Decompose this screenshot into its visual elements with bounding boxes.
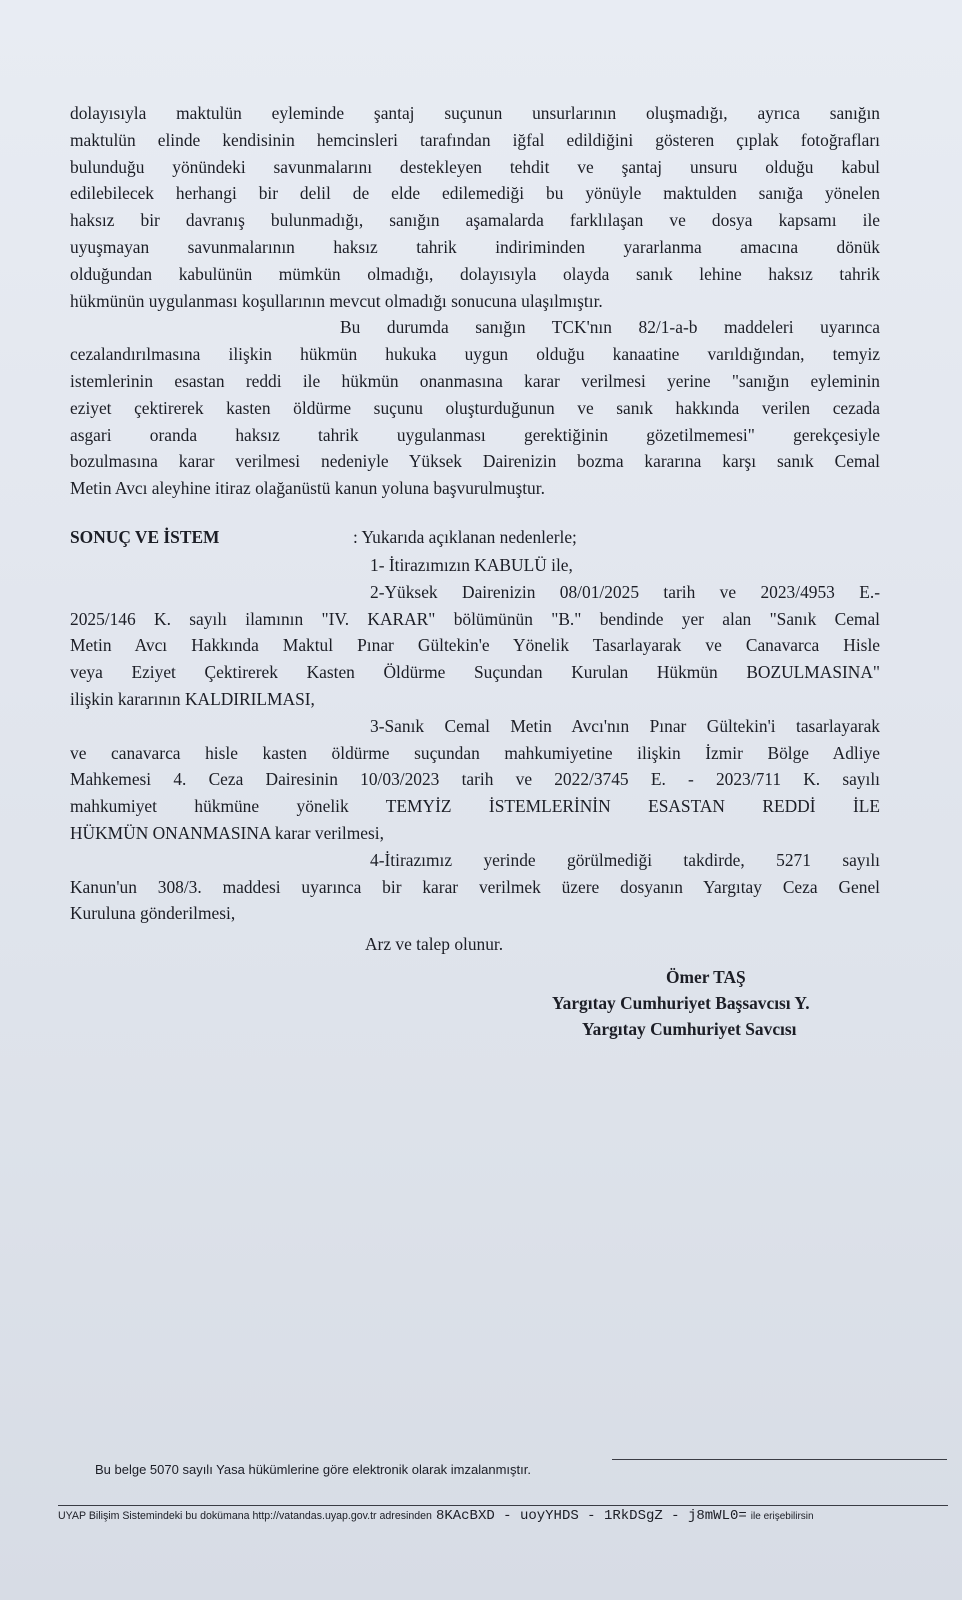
paragraph-conclusion [70, 314, 880, 502]
text-line: Metin Avcı aleyhine itiraz olağanüstü kanun yoluna başvurulmuştur. [70, 478, 545, 499]
uyap-prefix: UYAP Bilişim Sistemindeki bu dokümana http://vatandas.uyap.gov.tr adresinden [58, 1510, 432, 1522]
text-line: uyuşmayan savunmalarının haksız tahrik indiriminden yararlanma amacına dönük [70, 236, 880, 257]
text-line: olduğundan kabulünün mümkün olmadığı, dolayısıyla olayda sanık lehine haksız tahrik [70, 263, 880, 284]
text-line: bulunduğu yönündeki savunmalarını destekleyen tehdit ve şantaj unsuru olduğu kabul [70, 156, 880, 177]
result-item-4 [70, 847, 880, 927]
text-line: HÜKMÜN ONANMASINA karar verilmesi, [70, 822, 384, 843]
text-line: 3-Sanık Cemal Metin Avcı'nın Pınar Gültekin'i tasarlayarak [370, 715, 880, 736]
text-line: 1- İtirazımızın KABULÜ ile, [370, 554, 573, 575]
text-line: 2-Yüksek Dairenizin 08/01/2025 tarih ve 2023/4953 E.- [370, 581, 880, 602]
esign-note: Bu belge 5070 sayılı Yasa hükümlerine göre elektronik olarak imzalanmıştır. [95, 1462, 531, 1477]
text-line: ve canavarca hisle kasten öldürme suçundan mahkumiyetine ilişkin İzmir Bölge Adliye [70, 742, 880, 763]
result-item-2 [70, 579, 880, 713]
text-line: Metin Avcı Hakkında Maktul Pınar Gültekin'e Yönelik Tasarlayarak ve Canavarca Hisle [70, 635, 880, 656]
text-line: Bu durumda sanığın TCK'nın 82/1-a-b maddeleri uyarınca [340, 317, 880, 338]
text-line: dolayısıyla maktulün eyleminde şantaj suçunun unsurlarının oluşmadığı, ayrıca sanığın [70, 103, 880, 123]
text-line: hükmünün uygulanması koşullarının mevcut olmadığı sonucuna ulaşılmıştır. [70, 290, 603, 311]
uyap-verification [58, 1508, 814, 1524]
result-heading: SONUÇ VE İSTEM [70, 526, 220, 547]
paragraph-reasoning [70, 100, 880, 314]
uyap-suffix: ile erişebilirsin [750, 1511, 814, 1522]
text-line: Kuruluna gönderilmesi, [70, 903, 236, 924]
result-item-3 [70, 713, 880, 847]
text-line: ilişkin kararının KALDIRILMASI, [70, 688, 315, 709]
text-line: mahkumiyet hükmüne yönelik TEMYİZ İSTEMLERİNİN ESASTAN REDDİ İLE [70, 796, 880, 817]
text-line: Kanun'un 308/3. maddesi uyarınca bir karar verilmek üzere dosyanın Yargıtay Ceza Genel [70, 876, 880, 897]
document-body [70, 100, 880, 958]
signatory-name: Ömer TAŞ [666, 967, 746, 987]
footer-divider-top [612, 1459, 947, 1460]
result-intro: : Yukarıda açıklanan nedenlerle; [353, 526, 577, 547]
signatory-title: Yargıtay Cumhuriyet Başsavcısı Y. [552, 993, 810, 1013]
result-section-header [70, 524, 880, 552]
closing-line: Arz ve talep olunur. [365, 934, 504, 955]
verification-code: 8KAcBXD - uoyYHDS - 1RkDSgZ - j8mWL0= [435, 1508, 747, 1524]
text-line: veya Eziyet Çektirerek Kasten Öldürme Suçundan Kurulan Hükmün BOZULMASINA" [70, 662, 880, 683]
text-line: istemlerinin esastan reddi ile hükmün onanmasına karar verilmesi yerine "sanığın eyleminin [70, 370, 880, 391]
footer-divider [58, 1505, 948, 1506]
text-line: 4-İtirazımız yerinde görülmediği takdirde, 5271 sayılı [370, 849, 880, 870]
text-line: maktulün elinde kendisinin hemcinsleri tarafından iğfal edildiğini gösteren çıplak fotoğrafları [70, 129, 880, 150]
text-line: asgari oranda haksız tahrik uygulanması gerektiğinin gözetilmemesi" gerekçesiyle [70, 424, 880, 445]
signatory-office: Yargıtay Cumhuriyet Savcısı [582, 1019, 797, 1039]
text-line: edilebilecek herhangi bir delil de elde edilemediği bu yönüyle maktulden sanığa yönelen [70, 183, 880, 204]
text-line: 2025/146 K. sayılı ilamının "IV. KARAR" bölümünün "B." bendinde yer alan "Sanık Cemal [70, 608, 880, 629]
text-line: cezalandırılmasına ilişkin hükmün hukuka uygun olduğu kanaatine varıldığından, temyiz [70, 344, 880, 365]
text-line: haksız bir davranış bulunmadığı, sanığın aşamalarda farklılaşan ve dosya kapsamı ile [70, 210, 880, 231]
text-line: Mahkemesi 4. Ceza Dairesinin 10/03/2023 tarih ve 2022/3745 E. - 2023/711 K. sayılı [70, 769, 880, 790]
text-line: eziyet çektirerek kasten öldürme suçunu oluşturduğunun ve sanık hakkında verilen cezada [70, 397, 880, 418]
text-line: bozulmasına karar verilmesi nedeniyle Yüksek Dairenizin bozma kararına karşı sanık Cemal [70, 451, 880, 472]
result-item-1 [70, 552, 880, 579]
